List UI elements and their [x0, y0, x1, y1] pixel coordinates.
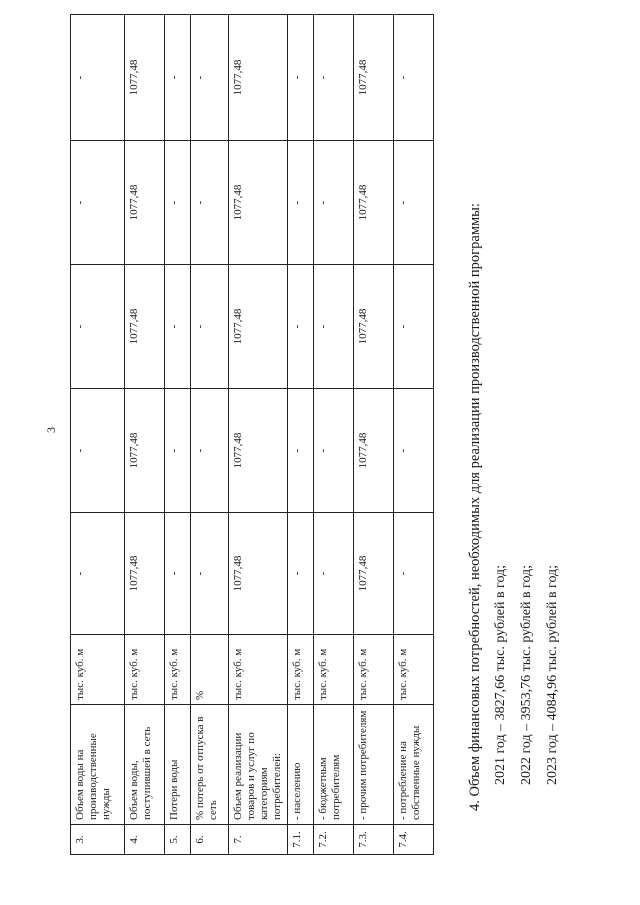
- table-row: [165, 15, 191, 855]
- value-cell: 1077,48: [125, 265, 165, 389]
- unit-cell: тыс. куб. м: [394, 635, 434, 705]
- indicator-name-cell: % потерь от отпуска в сеть: [191, 705, 229, 825]
- page-number: 3: [44, 427, 58, 433]
- indicator-name-cell: Объем воды, поступившей в сеть: [125, 705, 165, 825]
- value-cell: -: [71, 15, 125, 141]
- table-row: [71, 15, 125, 855]
- value-cell: -: [165, 389, 191, 513]
- value-cell: -: [165, 265, 191, 389]
- table-row: [394, 15, 434, 855]
- value-cell: -: [71, 141, 125, 265]
- value-cell: -: [191, 513, 229, 635]
- row-number-cell: 7.3.: [354, 825, 394, 855]
- table-row: [125, 15, 165, 855]
- value-cell: -: [394, 513, 434, 635]
- value-cell: -: [314, 389, 354, 513]
- value-cell: -: [394, 15, 434, 141]
- section-4: [462, 25, 566, 865]
- value-cell: -: [314, 513, 354, 635]
- table-row: [229, 15, 288, 855]
- value-cell: -: [288, 265, 314, 389]
- value-cell: -: [165, 513, 191, 635]
- value-cell: 1077,48: [125, 389, 165, 513]
- value-cell: -: [71, 389, 125, 513]
- indicator-name-cell: Объем реализации товаров и услуг по категориям потребителей:: [229, 705, 288, 825]
- value-cell: -: [191, 389, 229, 513]
- row-number-cell: 7.4.: [394, 825, 434, 855]
- value-cell: 1077,48: [229, 15, 288, 141]
- row-number-cell: 7.1.: [288, 825, 314, 855]
- value-cell: -: [71, 513, 125, 635]
- value-cell: -: [165, 141, 191, 265]
- value-cell: 1077,48: [354, 265, 394, 389]
- indicator-name-cell: - бюджетным потребителям: [314, 705, 354, 825]
- value-cell: -: [394, 389, 434, 513]
- value-cell: -: [314, 15, 354, 141]
- value-cell: -: [394, 265, 434, 389]
- indicator-name-cell: - потребление на собственные нужды: [394, 705, 434, 825]
- unit-cell: тыс. куб. м: [229, 635, 288, 705]
- finance-line-2022: 2022 год – 3953,76 тыс. рублей в год;: [519, 564, 534, 785]
- unit-cell: тыс. куб. м: [125, 635, 165, 705]
- value-cell: 1077,48: [229, 389, 288, 513]
- row-number-cell: 6.: [191, 825, 229, 855]
- indicator-name-cell: Потери воды: [165, 705, 191, 825]
- finance-line-2023: 2023 год – 4084,96 тыс. рублей в год;: [545, 564, 560, 785]
- value-cell: 1077,48: [229, 265, 288, 389]
- unit-cell: тыс. куб. м: [71, 635, 125, 705]
- section-4-heading: 4. Объем финансовых потребностей, необходимых для реализации производственной программы:: [467, 203, 483, 811]
- row-number-cell: 3.: [71, 825, 125, 855]
- value-cell: 1077,48: [125, 141, 165, 265]
- table-row: [354, 15, 394, 855]
- indicator-name-cell: - населению: [288, 705, 314, 825]
- value-cell: -: [288, 15, 314, 141]
- value-cell: -: [288, 513, 314, 635]
- value-cell: -: [394, 141, 434, 265]
- value-cell: -: [288, 389, 314, 513]
- value-cell: 1077,48: [229, 513, 288, 635]
- value-cell: -: [288, 141, 314, 265]
- value-cell: 1077,48: [125, 15, 165, 141]
- table-row: [288, 15, 314, 855]
- value-cell: -: [314, 265, 354, 389]
- row-number-cell: 5.: [165, 825, 191, 855]
- value-cell: -: [71, 265, 125, 389]
- value-cell: -: [191, 265, 229, 389]
- unit-cell: тыс. куб. м: [314, 635, 354, 705]
- value-cell: 1077,48: [354, 15, 394, 141]
- indicator-name-cell: - прочим потребителям: [354, 705, 394, 825]
- row-number-cell: 4.: [125, 825, 165, 855]
- unit-cell: тыс. куб. м: [288, 635, 314, 705]
- value-cell: 1077,48: [354, 141, 394, 265]
- value-cell: 1077,48: [125, 513, 165, 635]
- value-cell: 1077,48: [229, 141, 288, 265]
- value-cell: -: [314, 141, 354, 265]
- value-cell: -: [191, 141, 229, 265]
- indicator-name-cell: Объем воды на производственные нужды: [71, 705, 125, 825]
- value-cell: 1077,48: [354, 513, 394, 635]
- unit-cell: тыс. куб. м: [165, 635, 191, 705]
- value-cell: 1077,48: [354, 389, 394, 513]
- finance-line-2021: 2021 год – 3827,66 тыс. рублей в год;: [493, 564, 508, 785]
- value-cell: -: [191, 15, 229, 141]
- table-row: [314, 15, 354, 855]
- row-number-cell: 7.2.: [314, 825, 354, 855]
- row-number-cell: 7.: [229, 825, 288, 855]
- unit-cell: тыс. куб. м: [354, 635, 394, 705]
- data-table: [70, 14, 434, 855]
- table-row: [191, 15, 229, 855]
- value-cell: -: [165, 15, 191, 141]
- table-body: [71, 15, 434, 855]
- unit-cell: %: [191, 635, 229, 705]
